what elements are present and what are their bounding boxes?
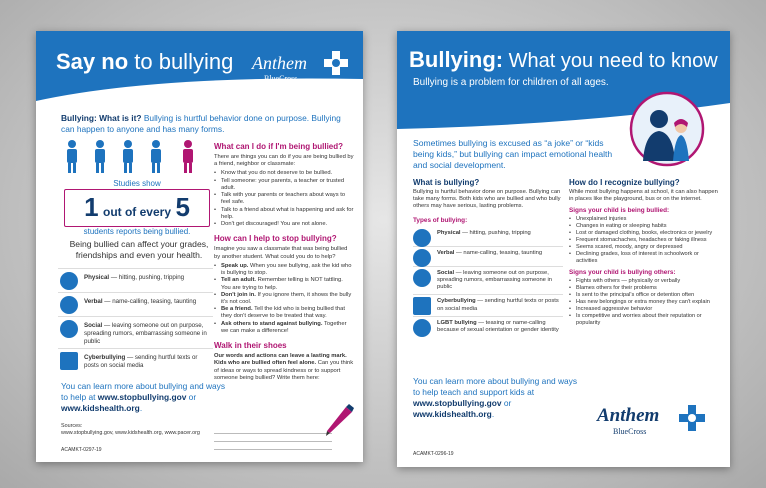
learn-end: . bbox=[139, 402, 143, 413]
what-text: Bullying is hurtful behavior done on purpose. Bullying can take many forms. Both kids who are bullied and who bully others may have serious, lasting problems. bbox=[413, 189, 561, 210]
bullet-lead: Don't join in. bbox=[221, 291, 256, 298]
signs-bullying-list bbox=[569, 278, 719, 327]
type-row bbox=[58, 348, 213, 374]
q2-list bbox=[214, 263, 354, 335]
recognize-text: While most bullying happens at school, it can also happen in places like the playground, bus or on the internet. bbox=[569, 189, 718, 203]
bullet-lead: Ask others to stand against bullying. bbox=[221, 320, 323, 327]
list-item: • Is sent to the principal's office or detention often bbox=[569, 292, 719, 299]
type-label: Social bbox=[84, 322, 103, 329]
blue-cross-logo-icon bbox=[679, 405, 705, 431]
write-lines[interactable] bbox=[214, 426, 332, 450]
sources-label: Sources: bbox=[61, 423, 83, 429]
types-heading: Types of bullying: bbox=[413, 216, 468, 224]
left-intro-text: Bullying is hurtful behavior done on purpose. Bullying can happen to anyone and has many forms. bbox=[61, 113, 341, 134]
sources-text: www.stopbullying.gov, www.kidshealth.org, www.pacer.org bbox=[61, 429, 200, 436]
list-item: • Talk to a friend about what is happening and ask for help. bbox=[214, 207, 354, 221]
list-item: • Has new belongings or extra money they can't explain bbox=[569, 299, 719, 306]
left-title-rest: to bullying bbox=[128, 49, 234, 74]
write-line[interactable] bbox=[214, 434, 332, 442]
social-icon bbox=[413, 269, 431, 287]
right-brand-name: Anthem bbox=[597, 405, 660, 426]
type-text: — sending hurtful texts or posts on social media bbox=[437, 298, 559, 312]
list-item: • Fights with others — physically or verbally bbox=[569, 278, 719, 285]
type-row bbox=[413, 247, 563, 267]
list-item bbox=[214, 277, 354, 291]
list-item bbox=[214, 321, 354, 335]
stat-num-1: 1 bbox=[84, 192, 99, 222]
left-code: ACAMKT-0297-19 bbox=[61, 447, 102, 453]
sources bbox=[61, 423, 200, 437]
right-code: ACAMKT-0296-19 bbox=[413, 451, 454, 457]
learn-text: You can learn more about bullying and ways to help at bbox=[61, 381, 226, 402]
write-line[interactable] bbox=[214, 426, 332, 434]
bullet-text: If you ignore them, it shows the bully it's not cool. bbox=[221, 291, 352, 305]
type-text: — leaving someone out on purpose, spreading rumors, embarrassing someone in public bbox=[84, 322, 207, 345]
type-row bbox=[58, 268, 213, 292]
stopbullying-link[interactable]: www.stopbullying.gov bbox=[413, 397, 502, 408]
what-heading: What is bullying? bbox=[413, 178, 480, 187]
q2-heading: How can I help to stop bullying? bbox=[214, 234, 337, 244]
header-wave bbox=[36, 71, 363, 103]
list-item: • Frequent stomachaches, headaches or faking illness bbox=[569, 237, 719, 244]
signs-bullied-list bbox=[569, 216, 719, 265]
type-label: Cyberbullying bbox=[437, 298, 476, 305]
lgbt-icon bbox=[413, 319, 431, 337]
recognize-heading: How do I recognize bullying? bbox=[569, 178, 680, 187]
stopbullying-link[interactable]: www.stopbullying.gov bbox=[97, 391, 187, 402]
q2-intro: Imagine you saw a classmate that was being bullied by another student. What could you do to help? bbox=[214, 246, 348, 260]
stat-tail: students reports being bullied. bbox=[83, 227, 191, 236]
list-item: • Lost or damaged clothing, books, electronics or jewelry bbox=[569, 230, 719, 237]
physical-icon bbox=[60, 272, 78, 290]
verbal-icon bbox=[413, 249, 431, 267]
left-flyer bbox=[36, 31, 363, 462]
q1-intro: There are things you can do if you are being bullied by a friend, neighbor or classmate: bbox=[214, 154, 354, 168]
laptop-icon bbox=[60, 352, 78, 370]
right-brand-logo bbox=[597, 405, 659, 436]
social-icon bbox=[60, 320, 78, 338]
list-item: • Tell someone: your parents, a teacher or trusted adult. bbox=[214, 178, 354, 192]
q1-list bbox=[214, 170, 354, 228]
left-types-list bbox=[58, 268, 213, 374]
bullet-text: Tell the kid who is being bullied that they don't deserve to be treated that way. bbox=[221, 306, 345, 320]
signs-bullying-heading: Signs your child is bullying others: bbox=[569, 269, 676, 277]
list-item: • Unexplained injuries bbox=[569, 216, 719, 223]
pencil-icon bbox=[324, 403, 354, 437]
type-row bbox=[58, 292, 213, 316]
list-item: • Is competitive and worries about their reputation or popularity bbox=[569, 313, 719, 327]
blue-cross-logo-icon bbox=[324, 51, 348, 75]
left-learn-more bbox=[61, 381, 231, 414]
right-brand-sub: BlueCross bbox=[613, 427, 647, 436]
list-item: • Don't get discouraged! You are not alone. bbox=[214, 221, 354, 228]
list-item bbox=[214, 292, 354, 306]
stat-box bbox=[64, 189, 210, 227]
q3-bold: Our words and actions can leave a lasting mark. Kids who are bullied often feel alone. bbox=[214, 353, 347, 367]
right-title-rest: What you need to know bbox=[503, 50, 718, 72]
learn-or: or bbox=[186, 391, 197, 402]
students-illustration bbox=[64, 139, 209, 175]
left-right-column bbox=[214, 142, 354, 382]
bullet-text: Together we can make a difference! bbox=[221, 320, 347, 334]
q1-heading: What can I do if I'm being bullied? bbox=[214, 142, 344, 151]
type-label: Physical bbox=[437, 229, 461, 236]
list-item: • Changes in eating or sleeping habits bbox=[569, 223, 719, 230]
write-line[interactable] bbox=[214, 442, 332, 450]
type-label: Social bbox=[437, 269, 455, 276]
list-item: • Blames others for their problems bbox=[569, 285, 719, 292]
type-label: Cyberbullying bbox=[84, 354, 126, 361]
list-item bbox=[214, 306, 354, 320]
left-intro bbox=[61, 113, 351, 134]
right-title-bold: Bullying: bbox=[409, 47, 504, 72]
right-right-column bbox=[569, 178, 719, 327]
right-subtitle: Bullying is a problem for children of all ages. bbox=[413, 77, 609, 88]
left-title bbox=[56, 49, 233, 75]
bullet-lead: Be a friend. bbox=[221, 306, 253, 313]
type-text: — teasing or name-calling because of sexual orientation or gender identity bbox=[437, 319, 559, 334]
type-row bbox=[413, 267, 563, 296]
right-flyer bbox=[397, 31, 730, 467]
type-text: — hitting, pushing, tripping bbox=[460, 229, 531, 236]
right-left-column bbox=[413, 178, 563, 341]
list-item: • Declining grades, loss of interest in schoolwork or activities bbox=[569, 251, 719, 265]
type-label: Verbal bbox=[84, 298, 103, 305]
bullet-text: When you see bullying, ask the kid who is bullying to stop. bbox=[221, 262, 352, 277]
type-text: — name-calling, teasing, taunting bbox=[454, 249, 543, 256]
left-brand-sub: BlueCross bbox=[264, 74, 298, 83]
q3-text: Can you think of ideas or ways to spread kindness or to support someone being bullied? Write them here: bbox=[214, 360, 354, 381]
kidshealth-link[interactable]: www.kidshealth.org bbox=[413, 408, 492, 419]
bullet-lead: Speak up. bbox=[221, 262, 249, 269]
type-text: — sending hurtful texts or posts on social media bbox=[84, 354, 198, 369]
type-text: — leaving someone out on purpose, spreading rumors, embarrassing someone in public bbox=[437, 269, 553, 291]
left-brand-logo bbox=[252, 53, 307, 83]
laptop-icon bbox=[413, 297, 431, 315]
type-row bbox=[413, 317, 563, 341]
list-item: • Increased aggressive behavior bbox=[569, 306, 719, 313]
right-title bbox=[409, 47, 718, 73]
type-row bbox=[413, 295, 563, 316]
right-intro: Sometimes bullying is excused as “a joke” or “kids being kids,” but bullying can impact emotional health and social development. bbox=[413, 138, 613, 171]
left-intro-label: Bullying: What is it? bbox=[61, 113, 142, 123]
type-text: — hitting, pushing, tripping bbox=[109, 274, 185, 281]
parent-child-illustration bbox=[629, 91, 705, 167]
stat-num-5: 5 bbox=[175, 192, 190, 222]
stat-mid: out of every bbox=[102, 205, 171, 219]
learn-or: or bbox=[501, 397, 512, 408]
affect-text: Being bullied can affect your grades, friendships and even your health. bbox=[69, 239, 209, 260]
signs-bullied-heading: Signs your child is being bullied: bbox=[569, 207, 670, 215]
bullet-lead: Tell an adult. bbox=[221, 277, 256, 284]
list-item bbox=[214, 263, 354, 277]
list-item: • Seems scared, moody, angry or depressed bbox=[569, 244, 719, 251]
q3-heading: Walk in their shoes bbox=[214, 341, 287, 351]
left-title-bold: Say no bbox=[56, 49, 129, 74]
q3-body bbox=[214, 353, 354, 382]
kidshealth-link[interactable]: www.kidshealth.org bbox=[61, 402, 140, 413]
left-brand-name: Anthem bbox=[252, 53, 307, 73]
verbal-icon bbox=[60, 296, 78, 314]
type-text: — name-calling, teasing, taunting bbox=[102, 298, 197, 305]
type-row bbox=[413, 227, 563, 247]
type-label: Verbal bbox=[437, 249, 455, 256]
type-label: LGBT bullying bbox=[437, 319, 477, 326]
list-item: • Talk with your parents or teachers about ways to feel safe. bbox=[214, 192, 354, 206]
bullet-text: Remember telling is NOT tattling. You are trying to help. bbox=[221, 277, 343, 291]
learn-text: You can learn more about bullying and ways to help teach and support kids at bbox=[413, 376, 578, 397]
list-item: • Know that you do not deserve to be bullied. bbox=[214, 170, 354, 177]
type-label: Physical bbox=[84, 274, 110, 281]
studies-show: Studies show bbox=[113, 179, 161, 188]
physical-icon bbox=[413, 229, 431, 247]
right-learn-more bbox=[413, 376, 578, 420]
learn-end: . bbox=[491, 408, 495, 419]
type-row bbox=[58, 316, 213, 348]
